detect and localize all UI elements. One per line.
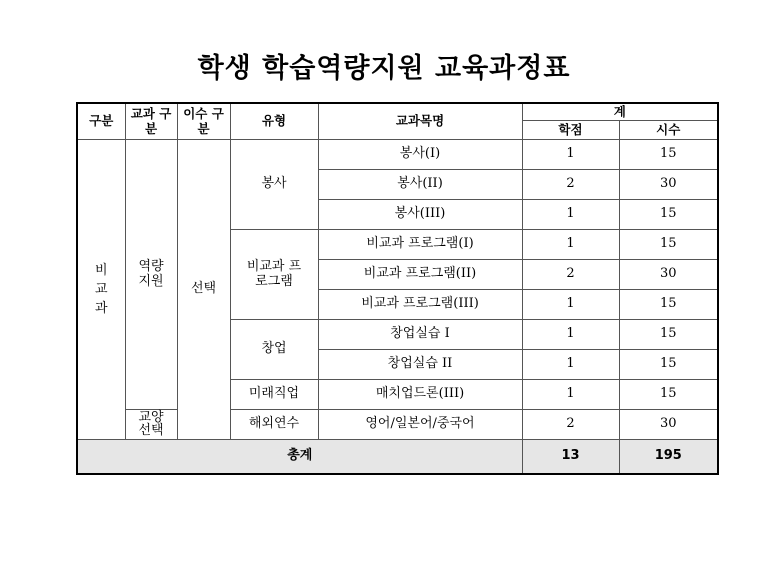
table-row (77, 410, 718, 440)
hours-cell: 15 (619, 230, 718, 260)
header-hours: 시수 (619, 121, 718, 140)
course-name: 비교과 프로그램(III) (318, 290, 522, 320)
type-future-job: 미래직업 (230, 380, 318, 410)
hours-cell: 15 (619, 140, 718, 170)
category-cell (77, 140, 125, 440)
credits-cell: 1 (522, 350, 619, 380)
course-name: 봉사(III) (318, 200, 522, 230)
type-startup: 창업 (230, 320, 318, 380)
header-credits: 학점 (522, 121, 619, 140)
credits-cell: 2 (522, 260, 619, 290)
subject-type-liberal (125, 410, 177, 440)
header-subject-type: 교과 구분 (125, 103, 177, 140)
credits-cell: 1 (522, 380, 619, 410)
course-name: 창업실습 II (318, 350, 522, 380)
credits-cell: 2 (522, 170, 619, 200)
credits-cell: 1 (522, 200, 619, 230)
hours-cell: 15 (619, 200, 718, 230)
course-name: 매치업드론(III) (318, 380, 522, 410)
header-type: 유형 (230, 103, 318, 140)
credits-cell: 1 (522, 230, 619, 260)
course-name: 창업실습 I (318, 320, 522, 350)
header-completion-type: 이수 구분 (177, 103, 230, 140)
credits-cell: 1 (522, 140, 619, 170)
hours-cell: 15 (619, 380, 718, 410)
course-name: 비교과 프로그램(II) (318, 260, 522, 290)
subject-type-cell (125, 140, 177, 410)
total-row (77, 440, 718, 475)
type-volunteer: 봉사 (230, 140, 318, 230)
header-row (77, 103, 718, 121)
type-overseas: 해외연수 (230, 410, 318, 440)
header-total: 계 (522, 103, 718, 121)
course-name: 봉사(II) (318, 170, 522, 200)
credits-cell: 1 (522, 290, 619, 320)
category-label: 비교과 (94, 263, 108, 316)
course-name: 봉사(I) (318, 140, 522, 170)
total-hours: 195 (619, 440, 718, 475)
course-name: 영어/일본어/중국어 (318, 410, 522, 440)
header-course-name: 교과목명 (318, 103, 522, 140)
hours-cell: 15 (619, 350, 718, 380)
hours-cell: 15 (619, 290, 718, 320)
subject-type-liberal-label: 교양 선택 (138, 409, 164, 438)
credits-cell: 2 (522, 410, 619, 440)
hours-cell: 30 (619, 170, 718, 200)
credits-cell: 1 (522, 320, 619, 350)
header-category: 구분 (77, 103, 125, 140)
curriculum-table (76, 102, 719, 475)
hours-cell: 15 (619, 320, 718, 350)
type-extracurricular-label: 비교과 프로그램 (246, 258, 302, 289)
table-row (77, 140, 718, 170)
subject-type-label: 역량 지원 (138, 258, 164, 289)
total-label: 총계 (77, 440, 522, 475)
type-extracurricular (230, 230, 318, 320)
course-name: 비교과 프로그램(I) (318, 230, 522, 260)
hours-cell: 30 (619, 260, 718, 290)
completion-type-cell: 선택 (177, 140, 230, 440)
total-credits: 13 (522, 440, 619, 475)
page-title: 학생 학습역량지원 교육과정표 (197, 53, 571, 84)
hours-cell: 30 (619, 410, 718, 440)
